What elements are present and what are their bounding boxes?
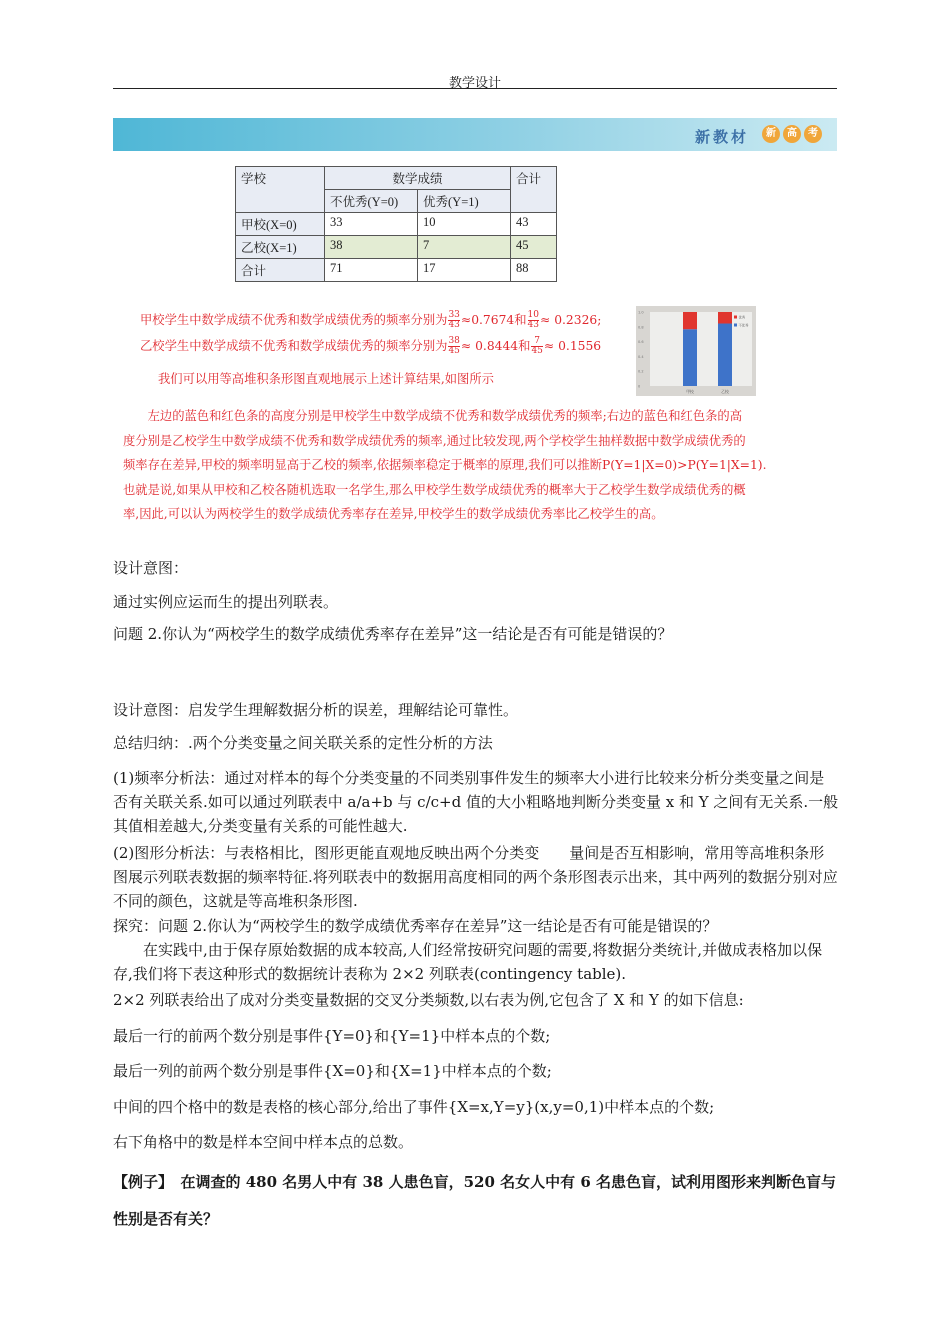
banner-text: 新教材 — [694, 128, 749, 146]
frac-num: 38 — [448, 336, 460, 346]
frac-num: 7 — [531, 337, 542, 347]
plot-area — [650, 312, 752, 386]
analysis-line: 率,因此,可以认为两校学生的数学成绩优秀率存在差异,甲校学生的数学成绩优秀率比乙校学生的高。 — [123, 507, 664, 521]
table-row — [236, 236, 557, 259]
question-2: 问题 2.你认为“两校学生的数学成绩优秀率存在差异”这一结论是否有可能是错误的？ — [113, 625, 673, 643]
freq-value: ≈ 0.1556 — [543, 339, 602, 353]
stacked-bar-chart — [636, 306, 756, 396]
frac-num: 10 — [527, 310, 539, 320]
method-frequency: (1)频率分析法：通过对样本的每个分类变量的不同类别事件发生的频率大小进行比较来分析分类变量之间是否有关联关系.如可以通过列联表中 a/a+b 与 c/c+d 值的大小粗略地判断分类变量 x 和 Y 之间有无关系.一般其值相差越大,分类变量有关系的可能性越大. — [113, 769, 839, 835]
y-tick-label: 0.4 — [638, 354, 644, 359]
y-tick-label: 0 — [638, 384, 641, 389]
design-intent-label: 设计意图： — [113, 559, 189, 577]
row-label: 甲校(X=0) — [236, 213, 325, 236]
bar-优秀 — [718, 312, 732, 324]
row-label: 乙校(X=1) — [236, 236, 325, 259]
x-tick-label: 甲校 — [686, 389, 694, 394]
analysis-line: 左边的蓝色和红色条的高度分别是甲校学生中数学成绩不优秀和数学成绩优秀的频率;右边的蓝色和红色条的高 — [147, 409, 742, 423]
legend-swatch — [734, 316, 737, 319]
banner-badge-3: 考 — [804, 125, 822, 143]
analysis-line: 度分别是乙校学生中数学成绩不优秀和数学成绩优秀的频率,通过比较发现,两个学校学生抽样数据中数学成绩优秀的 — [123, 433, 746, 448]
table-row — [236, 213, 557, 236]
page-header-title: 教学设计 — [448, 76, 501, 91]
cell: 10 — [418, 213, 511, 236]
y-tick-label: 1.0 — [638, 310, 644, 315]
info-core-cells: 中间的四个格中的数是表格的核心部分,给出了事件{X=x,Y=y}(x,y=0,1)中样本点的个数; — [113, 1098, 715, 1116]
table-row — [236, 259, 557, 282]
cell: 88 — [511, 259, 557, 282]
cell: 33 — [325, 213, 418, 236]
banner-badge-1: 新 — [762, 125, 780, 143]
frac-den: 43 — [448, 320, 460, 330]
analysis-paragraph — [123, 404, 823, 527]
th-total: 合计 — [511, 167, 557, 213]
freq-line-1-prefix: 甲校学生中数学成绩不优秀和数学成绩优秀的频率分别为 — [140, 313, 448, 327]
example-problem: 【例子】 在调查的 480 名男人中有 38 人患色盲，520 名女人中有 6 名患色盲，试利用图形来判断色盲与性别是否有关？ — [113, 1173, 836, 1228]
info-last-row: 最后一行的前两个数分别是事件{Y=0}和{Y=1}中样本点的个数; — [113, 1027, 551, 1045]
freq-line-3: 我们可以用等高堆积条形图直观地展示上述计算结果,如图所示 — [158, 372, 494, 386]
freq-line-1 — [140, 310, 601, 330]
freq-value: ≈0.7674和 — [460, 313, 527, 327]
frac-den: 43 — [527, 320, 539, 330]
method-graphic: (2)图形分析法：与表格相比，图形更能直观地反映出两个分类变 量间是否互相影响，常用等高堆积条形图展示列联表数据的频率特征.将列联表中的数据用高度相同的两个条形图表示出来，其中两列的数据分别对应不同的颜色，这就是等高堆积条形图. — [113, 844, 838, 910]
th-col1: 不优秀(Y=0) — [325, 190, 418, 213]
info-last-col: 最后一列的前两个数分别是事件{X=0}和{X=1}中样本点的个数; — [113, 1062, 552, 1080]
explore-question: 探究：问题 2.你认为“两校学生的数学成绩优秀率存在差异”这一结论是否有可能是错误的？ — [113, 917, 718, 935]
contingency-table — [235, 166, 557, 282]
freq-value: ≈ 0.8444和 — [460, 339, 531, 353]
bar-不优秀 — [683, 329, 697, 386]
cell: 45 — [511, 236, 557, 259]
banner-badge-2: 高 — [783, 125, 801, 143]
frac-den: 45 — [448, 346, 460, 356]
frac-num: 33 — [448, 310, 460, 320]
x-tick-label: 乙校 — [721, 389, 729, 394]
design-intent-2: 设计意图：启发学生理解数据分析的误差，理解结论可靠性。 — [113, 701, 519, 719]
legend-label: 优秀 — [738, 315, 746, 320]
design-intent-text: 通过实例应运而生的提出列联表。 — [113, 593, 339, 611]
info-bottom-right: 右下角格中的数是样本空间中样本点的总数。 — [113, 1133, 414, 1151]
fraction — [531, 337, 542, 356]
freq-value: ≈ 0.2326; — [539, 313, 602, 327]
contingency-info: 2×2 列联表给出了成对分类变量数据的交叉分类频数,以右表为例,它包含了 X 和 Y 的如下信息: — [113, 991, 744, 1009]
row-label: 合计 — [236, 259, 325, 282]
textbook-banner — [113, 118, 837, 151]
y-tick-label: 0.8 — [638, 325, 644, 330]
contingency-intro: 在实践中,由于保存原始数据的成本较高,人们经常按研究问题的需要,将数据分类统计,并做成表格加以保存,我们将下表这种形式的数据统计表称为 2×2 列联表(contingency table). — [113, 941, 823, 983]
fraction — [528, 311, 539, 330]
analysis-line: 也就是说,如果从甲校和乙校各随机选取一名学生,那么甲校学生数学成绩优秀的概率大于乙校学生数学成绩优秀的概 — [123, 482, 746, 497]
cell: 38 — [325, 236, 418, 259]
header-divider — [113, 88, 837, 89]
frac-den: 45 — [531, 346, 543, 356]
legend-label: 不优秀 — [738, 323, 749, 328]
y-tick-label: 0.2 — [638, 369, 644, 374]
freq-line-2-prefix: 乙校学生中数学成绩不优秀和数学成绩优秀的频率分别为 — [140, 339, 448, 353]
cell: 43 — [511, 213, 557, 236]
bar-优秀 — [683, 312, 697, 329]
legend-swatch — [734, 324, 737, 327]
th-math: 数学成绩 — [325, 167, 511, 190]
th-col2: 优秀(Y=1) — [418, 190, 511, 213]
fraction — [448, 337, 459, 356]
analysis-line: 频率存在差异,甲校的频率明显高于乙校的频率,依据频率稳定于概率的原理,我们可以推断P(Y=1|X=0)>P(Y=1|X=1). — [123, 458, 767, 472]
bar-不优秀 — [718, 324, 732, 386]
y-tick-label: 0.6 — [638, 340, 644, 345]
th-school: 学校 — [236, 167, 325, 213]
summary-heading: 总结归纳：.两个分类变量之间关联关系的定性分析的方法 — [113, 734, 493, 752]
cell: 71 — [325, 259, 418, 282]
fraction — [448, 311, 459, 330]
freq-line-2 — [140, 336, 601, 356]
cell: 7 — [418, 236, 511, 259]
cell: 17 — [418, 259, 511, 282]
